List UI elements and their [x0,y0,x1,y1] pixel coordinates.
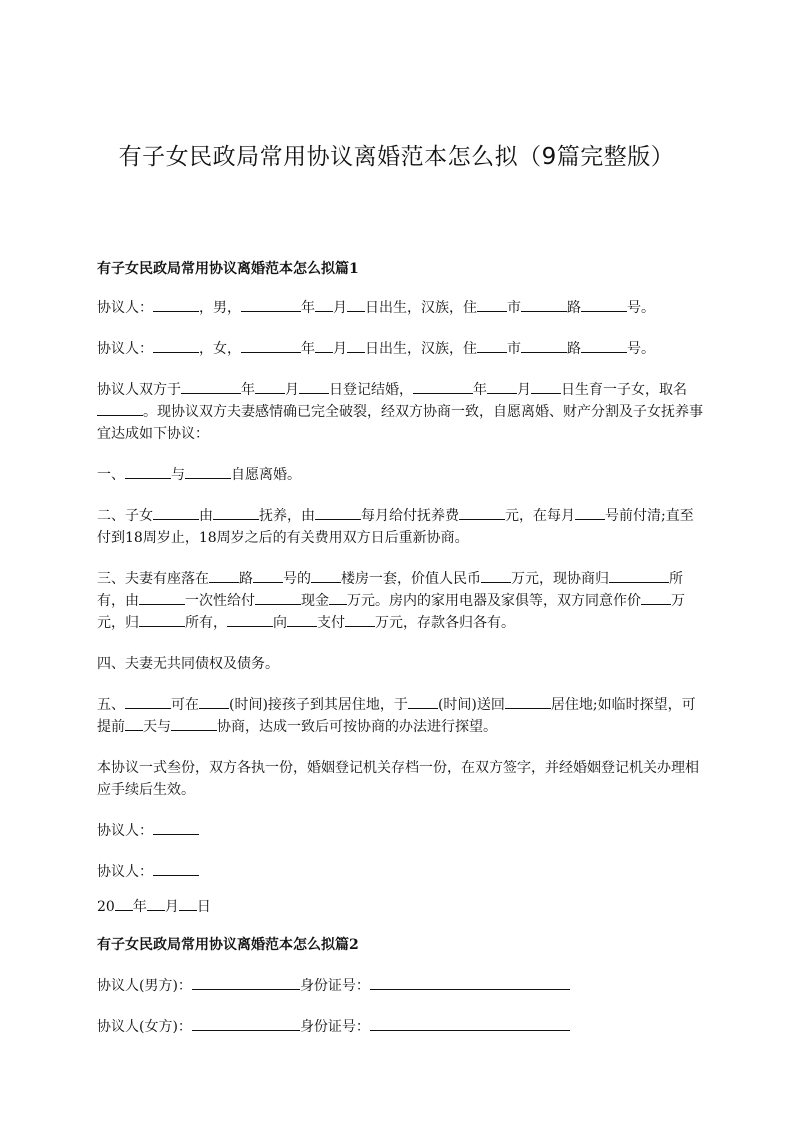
blank-line [199,694,229,709]
blank-line [459,505,505,520]
blank-line [125,694,171,709]
text-segment: 协商，达成一致后可按协商的办法进行探望。 [217,719,497,735]
blank-line [413,379,473,394]
blank-line [487,379,517,394]
blank-line [97,401,143,416]
blank-line [581,297,627,312]
blank-line [125,716,143,731]
blank-line [347,297,365,312]
blank-line [255,590,301,605]
text-segment: 路 [567,300,581,316]
blank-line [581,338,627,353]
signature-line-1 [97,820,707,842]
text-segment: 月 [285,382,299,398]
text-segment: 20 [97,899,115,915]
blank-line [531,379,561,394]
text-segment: 月 [164,899,179,915]
text-segment: 日 [196,899,211,915]
party-female-paragraph [97,338,707,360]
text-segment: 所有， [185,615,227,631]
blank-line [209,568,239,583]
text-segment: 日登记结婚， [329,382,413,398]
blank-line [609,568,669,583]
blank-line [125,464,171,479]
text-segment: (时间)送回 [437,697,505,713]
blank-line [181,379,241,394]
text-segment: 。现协议双方夫妻感情确已完全破裂，经双方协商一致，自愿离婚、财产分割及子女抚养事宜达成如下协议： [97,404,703,442]
blank-line [253,568,283,583]
text-segment: ，男， [199,300,241,316]
text-segment: 可在 [171,697,199,713]
blank-line [347,338,365,353]
blank-line [255,379,285,394]
blank-line [299,379,329,394]
signature-line-2 [97,861,707,883]
blank-line [311,568,341,583]
text-segment: 号的 [283,571,311,587]
male-party-line [97,975,707,997]
text-segment: 年 [473,382,487,398]
section-heading-1: 有子女民政局常用协议离婚范本怎么拟篇1 [97,261,359,277]
blank-line [192,1016,300,1031]
text-segment: 协议人： [97,300,153,316]
blank-line [315,297,333,312]
text-segment: 市 [507,341,521,357]
clause-2 [97,505,707,549]
text-segment: 向 [273,615,287,631]
blank-line [345,612,375,627]
blank-line [241,338,301,353]
document-title: 有子女民政局常用协议离婚范本怎么拟（9篇完整版） [118,144,675,170]
blank-line [153,297,199,312]
text-segment: 日生育一子女，取名 [561,382,687,398]
blank-line [575,505,605,520]
text-segment: 一、 [97,467,125,483]
text-segment: 万元，归 [97,593,685,631]
clause-1 [97,464,707,486]
text-segment: 日出生，汉族，住 [365,300,477,316]
text-segment: 所有，由 [97,571,683,609]
blank-line [213,505,259,520]
blank-line [641,590,671,605]
blank-line [521,297,567,312]
text-segment: 年 [132,899,147,915]
text-segment: 协议人： [97,864,153,880]
text-segment: 市 [507,300,521,316]
text-segment: 一次性给付 [185,593,255,609]
blank-line [481,568,511,583]
blank-line [315,505,361,520]
text-segment: 自愿离婚。 [231,467,301,483]
text-segment: 号。 [627,341,655,357]
blank-line [477,338,507,353]
text-segment: 身份证号： [299,978,370,994]
clause-3 [97,568,707,634]
blank-line [315,338,333,353]
party-male-paragraph [97,297,707,319]
text-segment: 元，在每月 [505,508,575,524]
text-segment: 日出生，汉族，住 [365,341,477,357]
blank-line [171,716,217,731]
text-segment: ，女， [199,341,241,357]
text-segment: 万元，现协商归 [511,571,609,587]
text-segment: 协议人双方于 [97,382,181,398]
marriage-paragraph [97,379,707,445]
text-segment: 月 [333,300,347,316]
document-body [97,258,707,1038]
blank-line [521,338,567,353]
text-segment: 二、子女 [97,508,153,524]
text-segment: 月 [333,341,347,357]
text-segment: 万元。房内的家用电器及家俱等，双方同意作价 [347,593,641,609]
text-segment: 与 [171,467,185,483]
date-line [97,896,707,918]
text-segment: 每月给付抚养费 [361,508,459,524]
text-segment: 天与 [143,719,171,735]
text-segment: 现金 [301,593,329,609]
blank-line [153,338,199,353]
blank-line [241,297,301,312]
text-segment: 支付 [317,615,345,631]
text-segment: 号前付清;直至付到18周岁止，18周岁之后的有关费用双方日后重新协商。 [97,508,694,546]
blank-line [408,694,438,709]
text-segment: 五、 [97,697,125,713]
text-segment: 路 [567,341,581,357]
text-segment: 协议人(男方)： [97,978,192,994]
female-party-line [97,1016,707,1038]
blank-line [329,590,347,605]
blank-line [287,612,317,627]
text-segment: 协议人： [97,823,153,839]
blank-line [370,1016,570,1031]
text-segment: 号。 [627,300,655,316]
blank-line [179,896,197,911]
effectiveness-paragraph: 本协议一式叁份，双方各执一份，婚姻登记机关存档一份，在双方签字，并经婚姻登记机关办理相应手续后生效。 [97,760,699,798]
blank-line [139,590,185,605]
text-segment: 协议人(女方)： [97,1019,192,1035]
text-segment: 万元，存款各归各有。 [375,615,515,631]
text-segment: 协议人： [97,341,153,357]
blank-line [192,975,300,990]
text-segment: (时间)接孩子到其居住地，于 [229,697,408,713]
blank-line [153,820,199,835]
text-segment: 楼房一套，价值人民币 [341,571,481,587]
text-segment: 居住地;如临时探望，可提前 [97,697,696,735]
text-segment: 年 [241,382,255,398]
blank-line [370,975,570,990]
blank-line [227,612,273,627]
blank-line [477,297,507,312]
text-segment: 三、夫妻有座落在 [97,571,209,587]
blank-line [147,896,165,911]
blank-line [139,612,185,627]
clause-5 [97,694,707,738]
clause-4: 四、夫妻无共同债权及债务。 [97,656,279,672]
text-segment: 年 [301,341,315,357]
text-segment: 路 [239,571,253,587]
blank-line [153,861,199,876]
text-segment: 月 [517,382,531,398]
text-segment: 抚养，由 [259,508,315,524]
blank-line [505,694,551,709]
blank-line [115,896,133,911]
text-segment: 由 [199,508,213,524]
section-heading-2: 有子女民政局常用协议离婚范本怎么拟篇2 [97,937,359,953]
blank-line [153,505,199,520]
text-segment: 身份证号： [299,1019,370,1035]
blank-line [185,464,231,479]
text-segment: 年 [301,300,315,316]
